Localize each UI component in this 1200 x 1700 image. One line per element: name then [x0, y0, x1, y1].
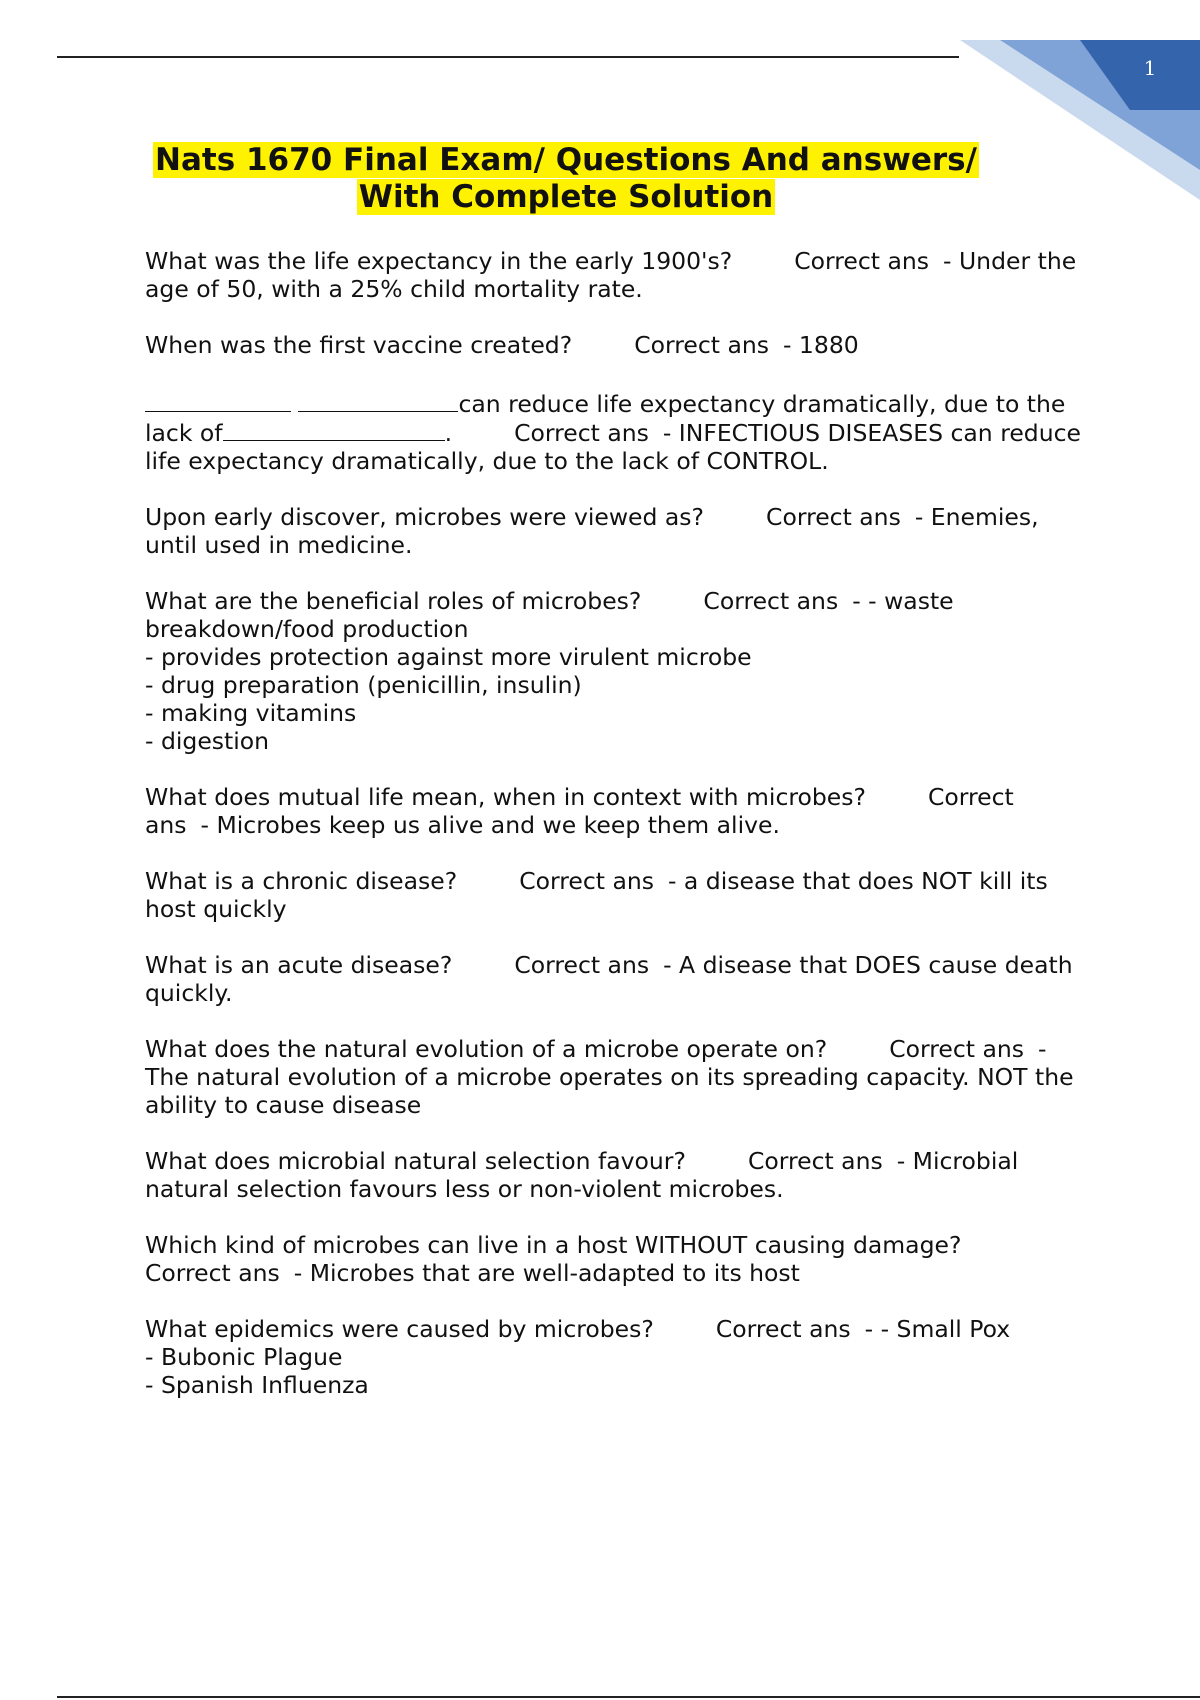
answer-label: Correct ans — [703, 587, 839, 615]
list-item: - digestion — [145, 727, 270, 755]
answer-continued: until used in medicine. — [145, 531, 413, 559]
answer-label-continued: ans — [145, 811, 187, 839]
answer-label: Correct ans — [889, 1035, 1025, 1063]
question: What are the beneficial roles of microbes? — [145, 587, 642, 615]
header-rule — [57, 56, 959, 58]
question: What is a chronic disease? — [145, 867, 458, 895]
answer: - A disease that DOES cause — [663, 951, 998, 979]
qa-item — [145, 503, 1090, 559]
answer-label: Correct ans — [145, 1259, 280, 1287]
fill-blank — [145, 389, 291, 412]
answer-continued: breakdown/food production — [145, 615, 469, 643]
qa-item — [145, 1315, 1090, 1399]
answer-continued: the age of 50, with a 25% child mortality rate. — [145, 247, 1077, 303]
question: What does mutual life mean, when in context with microbes? — [145, 783, 866, 811]
page-number: 1 — [1143, 56, 1157, 80]
qa-item — [145, 1147, 1090, 1203]
answer-label: Correct — [927, 783, 1014, 811]
answer-label: Correct ans — [794, 247, 930, 275]
question: What epidemics were caused by microbes? — [145, 1315, 654, 1343]
answer-continued: its host quickly — [145, 867, 1048, 923]
footer-rule — [57, 1696, 1200, 1698]
qa-item — [145, 1231, 1090, 1287]
question: What does microbial natural selection favour? — [145, 1147, 686, 1175]
answer: - Under — [943, 247, 1031, 275]
answer: - INFECTIOUS DISEASES can — [662, 419, 993, 447]
answer: - a disease that does NOT kill — [667, 867, 1013, 895]
answer-label: Correct ans — [634, 331, 769, 359]
question: Upon early discover, microbes were viewed as? — [145, 503, 705, 531]
answer-label: Correct ans — [715, 1315, 851, 1343]
answer: - - waste — [852, 587, 954, 615]
fill-blank — [223, 418, 445, 441]
qa-item — [145, 389, 1090, 475]
qa-item — [145, 247, 1090, 303]
answer: - Microbial — [896, 1147, 1019, 1175]
answer-label: Correct ans — [514, 951, 650, 979]
answer-continued: reduce life expectancy dramatically, due to the lack of CONTROL. — [145, 419, 1081, 475]
qa-item — [145, 331, 1090, 359]
question-period: . — [444, 419, 453, 447]
title-line-2: With Complete Solution — [358, 179, 774, 215]
list-item: - drug preparation (penicillin, insulin) — [145, 671, 582, 699]
list-item: - Spanish Influenza — [145, 1371, 369, 1399]
list-item: - making vitamins — [145, 699, 357, 727]
qa-item — [145, 587, 1090, 755]
fill-blank — [298, 389, 458, 412]
answer-label: Correct ans — [747, 1147, 883, 1175]
question: What was the life expectancy in the early 1900's? — [145, 247, 733, 275]
question: When was the first vaccine created? — [145, 331, 573, 359]
document-title — [100, 142, 1032, 216]
answer-continued: death quickly. — [145, 951, 1073, 1007]
title-line-1: Nats 1670 Final Exam/ Questions And answers/ — [155, 142, 977, 178]
list-item: - Bubonic Plague — [145, 1343, 343, 1371]
question-continued: lack of — [145, 419, 223, 447]
answer: - Enemies, — [914, 503, 1039, 531]
qa-item — [145, 783, 1090, 839]
answer-list — [145, 643, 1090, 755]
qa-item — [145, 951, 1090, 1007]
answer-label: Correct ans — [519, 867, 654, 895]
answer-label: Correct ans — [766, 503, 901, 531]
question: can reduce life expectancy dramatically, due to the — [458, 390, 1066, 418]
answer: - - Small Pox — [864, 1315, 1011, 1343]
qa-list — [145, 247, 1090, 1427]
answer-continued: The natural evolution of a microbe operates on its spreading capacity. NOT the ability to cause disease — [145, 1063, 1074, 1119]
list-item: - provides protection against more virulent microbe — [145, 643, 752, 671]
answer-continued: natural selection favours less or non-violent microbes. — [145, 1175, 784, 1203]
qa-item — [145, 1035, 1090, 1119]
answer: - — [1038, 1035, 1047, 1063]
answer-list — [145, 1343, 1090, 1399]
answer: - Microbes keep us alive and we keep them alive. — [200, 811, 780, 839]
answer-label: Correct ans — [514, 419, 649, 447]
question: What does the natural evolution of a microbe operate on? — [145, 1035, 828, 1063]
question: What is an acute disease? — [145, 951, 453, 979]
question: Which kind of microbes can live in a host WITHOUT causing damage? — [145, 1231, 962, 1259]
answer: - Microbes that are well-adapted to its host — [293, 1259, 800, 1287]
qa-item — [145, 867, 1090, 923]
answer: - 1880 — [782, 331, 859, 359]
